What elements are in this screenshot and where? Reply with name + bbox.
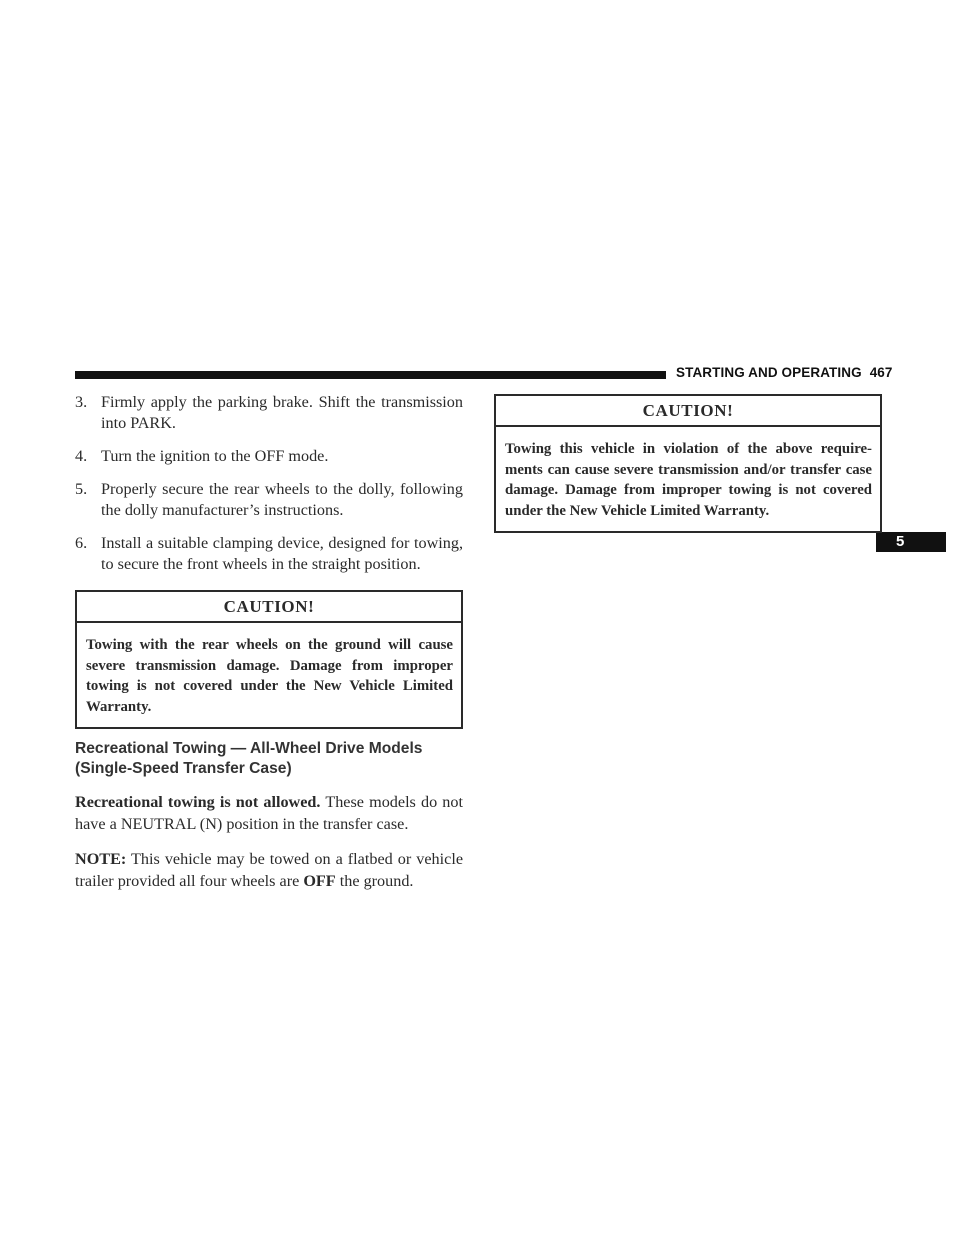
- page-number: 467: [869, 365, 893, 380]
- step-item: 3. Firmly apply the parking brake. Shift the transmission into PARK.: [75, 393, 463, 432]
- step-list: [75, 392, 463, 575]
- paragraph: Recreational towing is not allowed. These models do not have a NEUTRAL (N) position in the transfer case.: [75, 793, 463, 833]
- left-column: [75, 392, 463, 905]
- section-title: STARTING AND OPERATING: [676, 365, 862, 380]
- caution-box: [75, 590, 463, 729]
- note-paragraph: NOTE: This vehicle may be towed on a flatbed or vehicle trailer provided all four wheels are OFF the ground.: [75, 850, 463, 890]
- caution-title: CAUTION!: [496, 396, 880, 427]
- caution-body: Towing this vehicle in violation of the above require-ments can cause severe transmission and/or transfer case damage. Damage from improper towing is not covered under the New Vehicle Limited Warranty.: [505, 441, 872, 519]
- right-column: [494, 394, 882, 533]
- caution-title: CAUTION!: [77, 592, 461, 623]
- chapter-tab: 5: [876, 532, 946, 552]
- caution-box: [494, 394, 882, 533]
- running-header: [676, 365, 893, 380]
- step-item: 5. Properly secure the rear wheels to the dolly, following the dolly manufacturer’s instructions.: [75, 480, 463, 519]
- section-heading: Recreational Towing — All-Wheel Drive Models (Single-Speed Transfer Case): [75, 740, 423, 777]
- step-item: 4. Turn the ignition to the OFF mode.: [75, 447, 329, 465]
- caution-body: Towing with the rear wheels on the ground will cause severe transmission damage. Damage from improper towing is not covered under the New Vehicle Limited Warranty.: [86, 637, 453, 715]
- step-item: 6. Install a suitable clamping device, designed for towing, to secure the front wheels in the straight position.: [75, 534, 463, 573]
- header-rule: [75, 371, 666, 379]
